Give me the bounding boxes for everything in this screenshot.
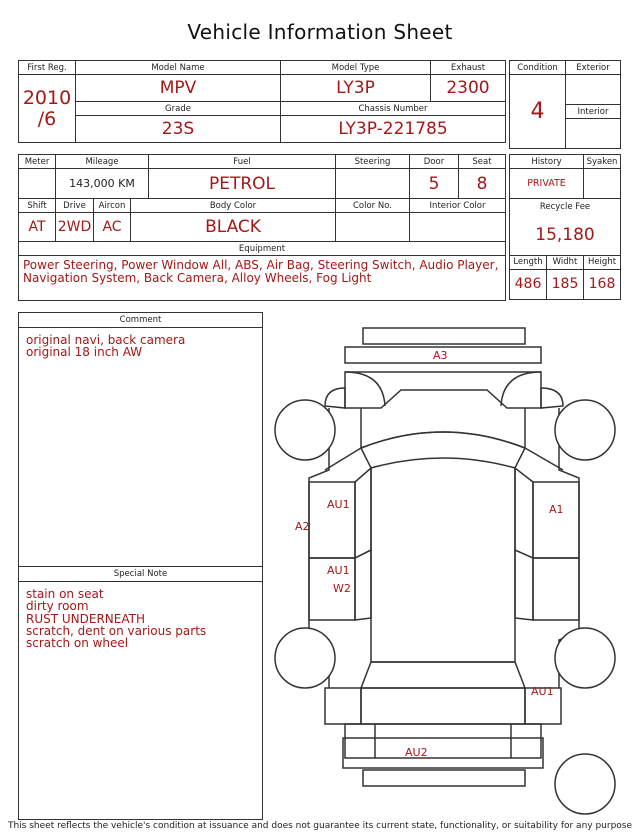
window-fl xyxy=(355,468,371,558)
body-color-value: BLACK xyxy=(131,213,336,242)
fender-fr xyxy=(541,388,563,408)
exhaust-value: 2300 xyxy=(431,75,506,102)
rear-bar-2 xyxy=(363,770,525,786)
quarter-rl xyxy=(325,688,361,724)
shift-label: Shift xyxy=(19,199,56,213)
damage-au2: AU2 xyxy=(405,746,428,759)
note-line: scratch, dent on various parts xyxy=(26,623,207,638)
special-note-body xyxy=(19,582,262,655)
equipment-label: Equipment xyxy=(19,242,506,256)
mirror-left xyxy=(325,448,361,470)
window-rr xyxy=(515,550,533,620)
comment-line: original navi, back camera xyxy=(26,333,186,347)
recycle-fee-label: Recycle Fee xyxy=(510,199,621,216)
mileage-label: Mileage xyxy=(56,155,149,169)
window-fr xyxy=(515,468,533,558)
equipment-value: Power Steering, Power Window All, ABS, Air Bag, Steering Switch, Audio Player, Navigation System, Back Camera, Alloy Wheels, Fog Light xyxy=(19,256,506,301)
color-no-value xyxy=(336,213,410,242)
interior-value xyxy=(566,119,621,149)
car-damage-diagram xyxy=(265,318,625,818)
exhaust-label: Exhaust xyxy=(431,61,506,75)
note-line: RUST UNDERNEATH xyxy=(26,611,145,626)
door-fl xyxy=(309,482,355,558)
damage-w2: W2 xyxy=(333,582,351,595)
mirror-right xyxy=(525,448,563,470)
height-label: Height xyxy=(584,255,621,269)
damage-a2: A2 xyxy=(295,520,310,533)
comment-body xyxy=(19,328,262,365)
comment-header: Comment xyxy=(19,313,262,328)
condition-value: 4 xyxy=(510,75,566,149)
chassis-value: LY3P-221785 xyxy=(281,116,506,143)
height-value: 168 xyxy=(584,269,621,299)
page-title: Vehicle Information Sheet xyxy=(187,20,453,44)
interior-color-label: Interior Color xyxy=(410,199,506,213)
aircon-label: Aircon xyxy=(94,199,131,213)
special-note-box xyxy=(18,566,263,820)
grade-value: 23S xyxy=(76,116,281,143)
seat-value: 8 xyxy=(459,169,506,199)
interior-color-value xyxy=(410,213,506,242)
windshield xyxy=(361,432,525,468)
condition-table xyxy=(509,60,621,149)
headlight-left xyxy=(345,372,385,406)
meter-label: Meter xyxy=(19,155,56,169)
roof-bar-top xyxy=(363,328,525,344)
window-rl xyxy=(355,550,371,620)
recycle-fee-value: 15,180 xyxy=(510,215,621,255)
drive-value: 2WD xyxy=(56,213,94,242)
damage-au1-right: AU1 xyxy=(531,685,554,698)
wheel-front-left xyxy=(275,400,335,460)
syaken-label: Syaken xyxy=(584,155,621,169)
front-bumper xyxy=(345,372,541,408)
condition-label: Condition xyxy=(510,61,566,75)
rear-bumper-lines xyxy=(375,724,511,758)
interior-label: Interior xyxy=(566,105,621,119)
damage-au1-lower-left: AU1 xyxy=(327,564,350,577)
rear-bar-1 xyxy=(343,738,543,768)
mileage-value: 143,000 KM xyxy=(56,169,149,199)
comment-line: original 18 inch AW xyxy=(26,345,143,360)
chassis-label: Chassis Number xyxy=(281,102,506,116)
history-label: History xyxy=(510,155,584,169)
first-reg-label: First Reg. xyxy=(19,61,76,75)
model-name-value: MPV xyxy=(76,75,281,102)
model-type-value: LY3P xyxy=(281,75,431,102)
wheel-front-right xyxy=(555,400,615,460)
door-value: 5 xyxy=(410,169,459,199)
rear-gate xyxy=(361,688,525,724)
body-color-label: Body Color xyxy=(131,199,336,213)
length-label: Length xyxy=(510,255,547,269)
history-value: PRIVATE xyxy=(510,169,584,199)
color-no-label: Color No. xyxy=(336,199,410,213)
width-value: 185 xyxy=(547,269,584,299)
seat-label: Seat xyxy=(459,155,506,169)
wheel-rear-left xyxy=(275,628,335,688)
history-table xyxy=(509,154,621,300)
exterior-label: Exterior xyxy=(566,61,621,75)
first-reg-value xyxy=(19,75,76,143)
special-note-header: Special Note xyxy=(19,567,262,582)
fender-fl xyxy=(325,388,345,408)
wheel-rear-right xyxy=(555,628,615,688)
steering-value xyxy=(336,169,410,199)
roof xyxy=(371,468,515,662)
comment-box xyxy=(18,312,263,567)
exterior-value xyxy=(566,75,621,105)
hood xyxy=(361,408,525,448)
meter-value xyxy=(19,169,56,199)
note-line: scratch on wheel xyxy=(26,636,129,651)
syaken-value xyxy=(584,169,621,199)
fuel-label: Fuel xyxy=(149,155,336,169)
shift-value: AT xyxy=(19,213,56,242)
note-line: dirty room xyxy=(26,599,89,614)
disclaimer-footer: This sheet reflects the vehicle's condition at issuance and does not guarantee its current state, functionality, or suitability for any purpose xyxy=(7,821,633,831)
damage-a1: A1 xyxy=(549,503,564,516)
steering-label: Steering xyxy=(336,155,410,169)
door-rr xyxy=(533,558,579,620)
note-line: stain on seat xyxy=(26,587,104,601)
length-value: 486 xyxy=(510,269,547,299)
basic-info-table xyxy=(18,60,506,143)
fuel-value: PETROL xyxy=(149,169,336,199)
first-reg-year: 2010 xyxy=(22,86,72,109)
model-name-label: Model Name xyxy=(76,61,281,75)
aircon-value: AC xyxy=(94,213,131,242)
door-label: Door xyxy=(410,155,459,169)
drive-label: Drive xyxy=(56,199,94,213)
headlight-right xyxy=(501,372,541,406)
grade-label: Grade xyxy=(76,102,281,116)
details-table xyxy=(18,154,506,301)
door-fr xyxy=(533,482,579,558)
damage-au1-upper-left: AU1 xyxy=(327,498,350,511)
damage-a3: A3 xyxy=(433,349,448,362)
first-reg-month: /6 xyxy=(37,107,57,130)
width-label: Widht xyxy=(547,255,584,269)
model-type-label: Model Type xyxy=(281,61,431,75)
rear-window xyxy=(361,662,525,688)
spare-wheel xyxy=(555,754,615,814)
